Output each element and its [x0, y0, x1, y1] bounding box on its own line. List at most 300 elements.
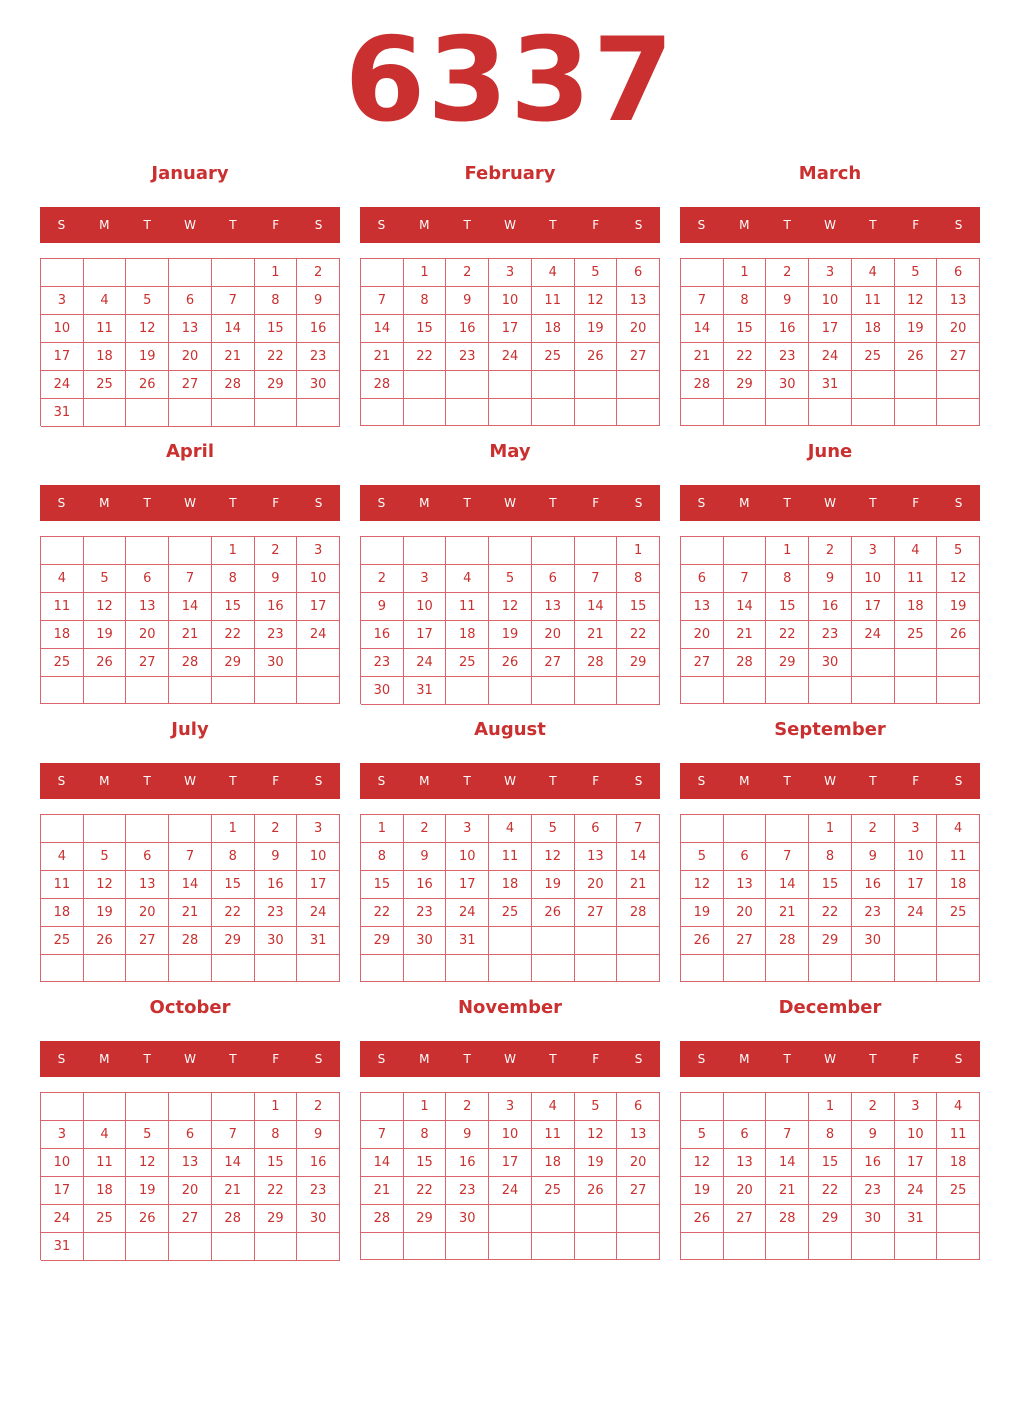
day-cell: 1 — [766, 537, 809, 565]
empty-cell — [617, 955, 660, 982]
day-cell: 23 — [255, 621, 298, 649]
day-cell: 31 — [41, 1233, 84, 1261]
day-cell: 28 — [361, 1205, 404, 1233]
day-cell: 30 — [852, 1205, 895, 1233]
day-cell: 26 — [895, 343, 938, 371]
day-cell: 2 — [446, 259, 489, 287]
day-cell: 25 — [937, 1177, 980, 1205]
empty-cell — [681, 677, 724, 704]
empty-cell — [532, 927, 575, 955]
empty-cell — [681, 399, 724, 426]
weekday-label: T — [463, 774, 471, 788]
day-cell: 29 — [212, 927, 255, 955]
day-cell: 23 — [255, 899, 298, 927]
day-cell: 2 — [404, 815, 447, 843]
day-cell: 3 — [489, 259, 532, 287]
day-cell: 4 — [446, 565, 489, 593]
weekday-label: W — [504, 1052, 516, 1066]
weekday-header — [40, 763, 340, 799]
empty-cell — [532, 1205, 575, 1233]
empty-cell — [895, 1233, 938, 1260]
day-cell: 10 — [895, 843, 938, 871]
day-cell: 14 — [169, 871, 212, 899]
day-cell: 16 — [852, 871, 895, 899]
empty-cell — [255, 399, 298, 427]
weekday-label: S — [697, 218, 706, 232]
empty-cell — [489, 537, 532, 565]
day-cell: 6 — [681, 565, 724, 593]
empty-cell — [766, 399, 809, 426]
day-cell: 5 — [575, 259, 618, 287]
weekday-label: M — [99, 774, 110, 788]
empty-cell — [617, 1233, 660, 1260]
day-cell: 20 — [724, 899, 767, 927]
empty-cell — [617, 1205, 660, 1233]
empty-cell — [617, 371, 660, 399]
day-cell: 5 — [575, 1093, 618, 1121]
day-cell: 12 — [126, 1149, 169, 1177]
day-cell: 4 — [852, 259, 895, 287]
day-cell: 7 — [724, 565, 767, 593]
day-cell: 21 — [212, 343, 255, 371]
weekday-label: S — [954, 218, 963, 232]
day-cell: 2 — [852, 815, 895, 843]
weekday-label: S — [314, 496, 323, 510]
day-cell: 7 — [361, 287, 404, 315]
weekday-label: T — [463, 496, 471, 510]
empty-cell — [575, 927, 618, 955]
weekday-label: T — [783, 218, 791, 232]
weekday-label: T — [143, 1052, 151, 1066]
empty-cell — [361, 1093, 404, 1121]
empty-cell — [212, 1093, 255, 1121]
empty-cell — [895, 955, 938, 982]
empty-cell — [169, 537, 212, 565]
empty-cell — [84, 955, 127, 982]
weekday-label: S — [954, 496, 963, 510]
day-cell: 26 — [681, 927, 724, 955]
day-cell: 21 — [724, 621, 767, 649]
day-cell: 30 — [255, 649, 298, 677]
day-cell: 18 — [446, 621, 489, 649]
empty-cell — [575, 1233, 618, 1260]
weekday-label: S — [634, 1052, 643, 1066]
empty-cell — [532, 537, 575, 565]
day-cell: 18 — [937, 1149, 980, 1177]
day-cell: 20 — [126, 621, 169, 649]
day-cell: 9 — [852, 1121, 895, 1149]
day-cell: 10 — [41, 1149, 84, 1177]
day-cell: 22 — [212, 621, 255, 649]
day-cell: 13 — [617, 287, 660, 315]
day-cell: 1 — [255, 259, 298, 287]
day-cell: 30 — [297, 1205, 340, 1233]
day-cell: 22 — [212, 899, 255, 927]
empty-cell — [937, 399, 980, 426]
empty-cell — [297, 649, 340, 677]
day-cell: 24 — [297, 899, 340, 927]
empty-cell — [126, 399, 169, 427]
day-cell: 20 — [575, 871, 618, 899]
day-cell: 19 — [937, 593, 980, 621]
empty-cell — [681, 259, 724, 287]
empty-cell — [809, 955, 852, 982]
weekday-label: M — [99, 218, 110, 232]
weekday-label: S — [314, 1052, 323, 1066]
day-cell: 21 — [617, 871, 660, 899]
day-cell: 4 — [41, 565, 84, 593]
day-cell: 19 — [532, 871, 575, 899]
day-cell: 1 — [404, 1093, 447, 1121]
weekday-label: M — [419, 218, 430, 232]
day-cell: 10 — [895, 1121, 938, 1149]
day-cell: 5 — [937, 537, 980, 565]
day-cell: 7 — [575, 565, 618, 593]
day-cell: 30 — [852, 927, 895, 955]
empty-cell — [297, 399, 340, 427]
day-cell: 9 — [361, 593, 404, 621]
empty-cell — [126, 1233, 169, 1261]
weekday-label: S — [954, 774, 963, 788]
day-cell: 31 — [297, 927, 340, 955]
day-cell: 11 — [446, 593, 489, 621]
day-cell: 17 — [41, 1177, 84, 1205]
day-cell: 17 — [446, 871, 489, 899]
empty-cell — [126, 537, 169, 565]
empty-cell — [937, 649, 980, 677]
day-cell: 7 — [169, 843, 212, 871]
empty-cell — [84, 677, 127, 704]
empty-cell — [575, 537, 618, 565]
empty-cell — [617, 677, 660, 705]
day-cell: 23 — [766, 343, 809, 371]
empty-cell — [937, 677, 980, 704]
day-cell: 28 — [681, 371, 724, 399]
day-cell: 17 — [809, 315, 852, 343]
day-cell: 6 — [532, 565, 575, 593]
day-cell: 26 — [489, 649, 532, 677]
empty-cell — [297, 1233, 340, 1261]
empty-cell — [575, 399, 618, 426]
empty-cell — [446, 371, 489, 399]
empty-cell — [937, 955, 980, 982]
weekday-label: F — [912, 218, 920, 232]
day-cell: 5 — [681, 843, 724, 871]
day-cell: 13 — [937, 287, 980, 315]
day-cell: 14 — [212, 315, 255, 343]
day-cell: 16 — [297, 1149, 340, 1177]
day-cell: 26 — [575, 343, 618, 371]
day-cell: 25 — [41, 649, 84, 677]
weekday-label: S — [634, 496, 643, 510]
day-cell: 2 — [255, 815, 298, 843]
empty-cell — [681, 955, 724, 982]
empty-cell — [766, 955, 809, 982]
weekday-label: W — [504, 496, 516, 510]
day-cell: 9 — [446, 1121, 489, 1149]
day-cell: 22 — [809, 899, 852, 927]
day-cell: 29 — [766, 649, 809, 677]
empty-cell — [41, 537, 84, 565]
day-cell: 24 — [297, 621, 340, 649]
day-cell: 13 — [724, 1149, 767, 1177]
weekday-label: T — [869, 218, 877, 232]
day-cell: 16 — [404, 871, 447, 899]
day-cell: 23 — [404, 899, 447, 927]
weekday-label: S — [57, 774, 66, 788]
empty-cell — [212, 399, 255, 427]
day-grid — [40, 814, 340, 982]
day-cell: 2 — [297, 1093, 340, 1121]
day-cell: 7 — [212, 287, 255, 315]
day-cell: 12 — [575, 1121, 618, 1149]
day-cell: 14 — [212, 1149, 255, 1177]
day-cell: 13 — [681, 593, 724, 621]
day-cell: 24 — [895, 1177, 938, 1205]
empty-cell — [724, 1233, 767, 1260]
day-cell: 8 — [809, 1121, 852, 1149]
weekday-header — [40, 1041, 340, 1077]
day-cell: 5 — [895, 259, 938, 287]
day-cell: 6 — [126, 565, 169, 593]
weekday-label: W — [184, 218, 196, 232]
empty-cell — [361, 399, 404, 426]
day-cell: 15 — [404, 1149, 447, 1177]
day-cell: 13 — [126, 871, 169, 899]
weekday-label: T — [549, 496, 557, 510]
day-cell: 8 — [404, 1121, 447, 1149]
day-cell: 19 — [681, 899, 724, 927]
empty-cell — [937, 1233, 980, 1260]
day-cell: 22 — [766, 621, 809, 649]
day-cell: 23 — [852, 899, 895, 927]
empty-cell — [126, 677, 169, 704]
empty-cell — [724, 815, 767, 843]
empty-cell — [489, 371, 532, 399]
day-cell: 11 — [852, 287, 895, 315]
weekday-label: F — [912, 496, 920, 510]
day-cell: 26 — [575, 1177, 618, 1205]
empty-cell — [41, 259, 84, 287]
day-cell: 19 — [895, 315, 938, 343]
day-cell: 3 — [895, 1093, 938, 1121]
day-cell: 11 — [937, 843, 980, 871]
day-cell: 29 — [212, 649, 255, 677]
empty-cell — [404, 371, 447, 399]
day-cell: 9 — [809, 565, 852, 593]
day-cell: 11 — [532, 287, 575, 315]
empty-cell — [255, 955, 298, 982]
day-cell: 10 — [809, 287, 852, 315]
weekday-label: M — [419, 1052, 430, 1066]
day-cell: 22 — [255, 343, 298, 371]
empty-cell — [852, 649, 895, 677]
day-cell: 3 — [446, 815, 489, 843]
day-grid — [680, 536, 980, 704]
day-cell: 13 — [575, 843, 618, 871]
weekday-label: W — [824, 774, 836, 788]
day-cell: 30 — [446, 1205, 489, 1233]
day-cell: 3 — [297, 537, 340, 565]
empty-cell — [809, 399, 852, 426]
day-cell: 12 — [126, 315, 169, 343]
day-cell: 5 — [126, 287, 169, 315]
empty-cell — [852, 677, 895, 704]
day-cell: 1 — [809, 815, 852, 843]
empty-cell — [169, 677, 212, 704]
day-cell: 17 — [297, 593, 340, 621]
day-grid — [360, 1092, 660, 1260]
day-cell: 12 — [895, 287, 938, 315]
day-cell: 11 — [84, 1149, 127, 1177]
empty-cell — [532, 955, 575, 982]
day-grid — [360, 258, 660, 426]
day-cell: 11 — [489, 843, 532, 871]
day-cell: 12 — [681, 871, 724, 899]
day-cell: 20 — [169, 343, 212, 371]
day-cell: 15 — [809, 871, 852, 899]
weekday-label: M — [99, 1052, 110, 1066]
day-cell: 11 — [41, 871, 84, 899]
day-grid — [680, 258, 980, 426]
empty-cell — [681, 815, 724, 843]
weekday-header — [360, 485, 660, 521]
day-cell: 8 — [212, 565, 255, 593]
day-cell: 25 — [84, 371, 127, 399]
empty-cell — [489, 677, 532, 705]
empty-cell — [297, 677, 340, 704]
weekday-label: T — [869, 774, 877, 788]
day-cell: 26 — [84, 649, 127, 677]
empty-cell — [255, 1233, 298, 1261]
day-cell: 22 — [809, 1177, 852, 1205]
day-cell: 3 — [852, 537, 895, 565]
day-cell: 17 — [404, 621, 447, 649]
day-cell: 2 — [361, 565, 404, 593]
weekday-label: T — [869, 496, 877, 510]
day-cell: 3 — [809, 259, 852, 287]
weekday-label: T — [229, 1052, 237, 1066]
day-cell: 9 — [255, 843, 298, 871]
month-name: January — [151, 163, 229, 184]
day-cell: 17 — [895, 1149, 938, 1177]
day-cell: 21 — [766, 899, 809, 927]
empty-cell — [126, 1093, 169, 1121]
empty-cell — [169, 1233, 212, 1261]
day-cell: 21 — [361, 343, 404, 371]
day-cell: 2 — [297, 259, 340, 287]
day-cell: 9 — [404, 843, 447, 871]
empty-cell — [532, 1233, 575, 1260]
day-cell: 20 — [724, 1177, 767, 1205]
day-cell: 14 — [617, 843, 660, 871]
day-cell: 6 — [724, 1121, 767, 1149]
empty-cell — [212, 677, 255, 704]
day-cell: 29 — [617, 649, 660, 677]
weekday-label: M — [419, 496, 430, 510]
day-cell: 19 — [681, 1177, 724, 1205]
day-cell: 1 — [361, 815, 404, 843]
empty-cell — [126, 259, 169, 287]
empty-cell — [41, 955, 84, 982]
day-cell: 10 — [489, 287, 532, 315]
weekday-label: S — [57, 1052, 66, 1066]
day-cell: 18 — [84, 1177, 127, 1205]
day-cell: 3 — [41, 1121, 84, 1149]
day-grid — [40, 258, 340, 426]
weekday-header — [40, 485, 340, 521]
day-cell: 9 — [297, 1121, 340, 1149]
day-cell: 4 — [489, 815, 532, 843]
day-cell: 30 — [404, 927, 447, 955]
day-cell: 22 — [617, 621, 660, 649]
day-cell: 25 — [446, 649, 489, 677]
day-cell: 15 — [212, 593, 255, 621]
empty-cell — [724, 1093, 767, 1121]
empty-cell — [724, 955, 767, 982]
day-cell: 20 — [617, 315, 660, 343]
weekday-label: F — [912, 774, 920, 788]
weekday-header — [40, 207, 340, 243]
empty-cell — [169, 1093, 212, 1121]
day-cell: 28 — [169, 927, 212, 955]
weekday-label: S — [57, 496, 66, 510]
day-cell: 3 — [489, 1093, 532, 1121]
month-name: October — [149, 997, 231, 1018]
empty-cell — [766, 677, 809, 704]
empty-cell — [446, 399, 489, 426]
month-name: August — [474, 719, 546, 740]
day-cell: 13 — [169, 1149, 212, 1177]
day-cell: 25 — [937, 899, 980, 927]
day-cell: 13 — [617, 1121, 660, 1149]
day-cell: 5 — [126, 1121, 169, 1149]
day-cell: 29 — [809, 1205, 852, 1233]
day-cell: 15 — [361, 871, 404, 899]
day-cell: 25 — [532, 1177, 575, 1205]
day-cell: 2 — [766, 259, 809, 287]
day-cell: 21 — [361, 1177, 404, 1205]
day-cell: 12 — [532, 843, 575, 871]
day-grid — [680, 1092, 980, 1260]
day-cell: 27 — [681, 649, 724, 677]
day-cell: 9 — [297, 287, 340, 315]
day-cell: 1 — [212, 537, 255, 565]
day-cell: 13 — [169, 315, 212, 343]
day-cell: 15 — [404, 315, 447, 343]
weekday-label: T — [463, 1052, 471, 1066]
day-cell: 7 — [766, 843, 809, 871]
day-cell: 18 — [84, 343, 127, 371]
day-cell: 5 — [681, 1121, 724, 1149]
day-cell: 2 — [852, 1093, 895, 1121]
day-cell: 8 — [361, 843, 404, 871]
empty-cell — [724, 537, 767, 565]
empty-cell — [895, 399, 938, 426]
day-cell: 4 — [84, 287, 127, 315]
empty-cell — [84, 1093, 127, 1121]
weekday-label: T — [549, 1052, 557, 1066]
empty-cell — [169, 815, 212, 843]
weekday-label: W — [504, 774, 516, 788]
day-cell: 30 — [255, 927, 298, 955]
day-cell: 22 — [361, 899, 404, 927]
weekday-header — [680, 763, 980, 799]
day-cell: 11 — [895, 565, 938, 593]
day-cell: 7 — [681, 287, 724, 315]
day-cell: 27 — [532, 649, 575, 677]
day-cell: 9 — [255, 565, 298, 593]
